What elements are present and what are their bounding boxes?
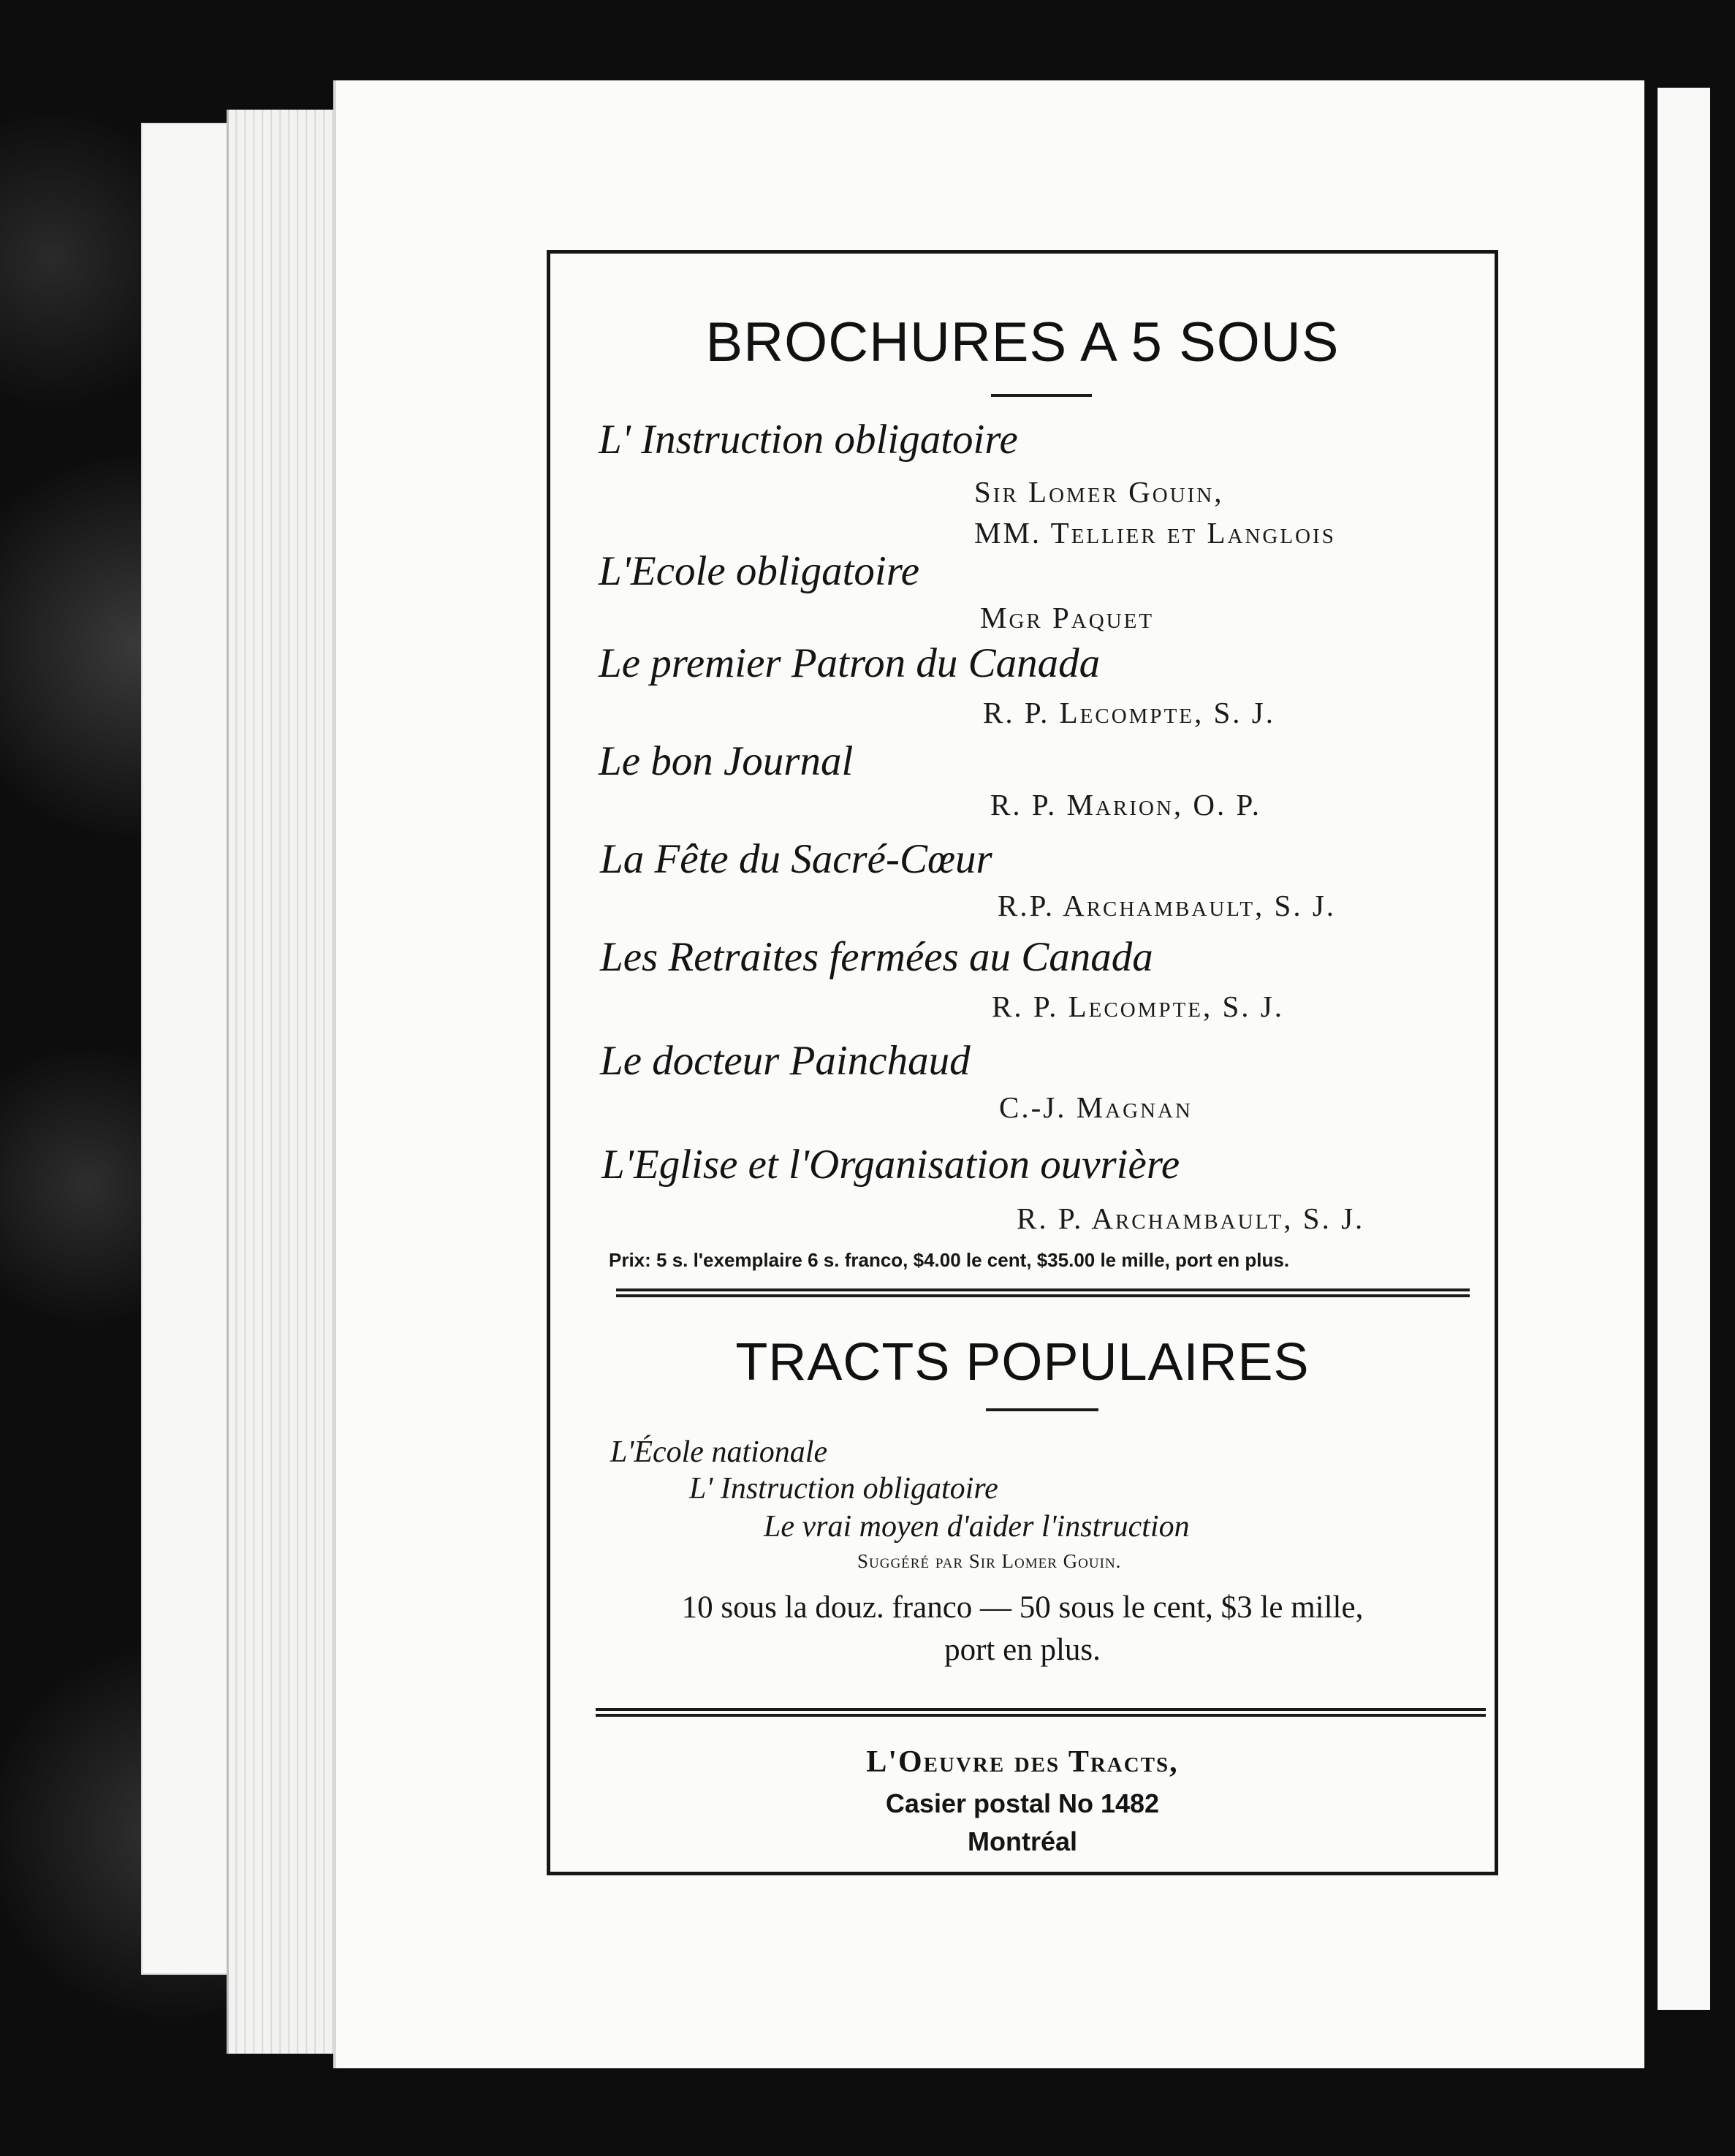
tracts-tariff-line: 10 sous la douz. franco — 50 sous le cent, $3 le mille,	[681, 1590, 1364, 1625]
brochure-author: R. P. Archambault, S. J.	[1017, 1202, 1365, 1235]
brochure-title: Le premier Patron du Canada	[599, 640, 1101, 686]
section-divider	[596, 1708, 1486, 1717]
brochure-author: MM. Tellier et Langlois	[974, 516, 1336, 550]
brochure-title: Le docteur Painchaud	[600, 1038, 971, 1084]
brochures-price: Prix: 5 s. l'exemplaire 6 s. franco, $4.00 le cent, $35.00 le mille, port en plus.	[609, 1249, 1290, 1271]
brochure-author: R. P. Lecompte, S. J.	[992, 990, 1284, 1023]
brochure-title: Les Retraites fermées au Canada	[600, 934, 1153, 980]
tract-title: L'École nationale	[610, 1435, 828, 1469]
brochure-title: Le bon Journal	[599, 738, 854, 784]
brochures-heading: BROCHURES A 5 SOUS	[705, 311, 1340, 373]
brochure-author: Mgr Paquet	[980, 601, 1155, 634]
brochure-author: R. P. Marion, O. P.	[990, 788, 1262, 821]
tract-title: Le vrai moyen d'aider l'instruction	[764, 1510, 1190, 1544]
section-divider	[616, 1288, 1470, 1297]
brochure-author: Sir Lomer Gouin,	[974, 475, 1224, 509]
tracts-heading: TRACTS POPULAIRES	[735, 1333, 1310, 1392]
heading-rule	[986, 1408, 1098, 1411]
tract-title: L' Instruction obligatoire	[689, 1472, 998, 1506]
city: Montréal	[967, 1826, 1077, 1856]
brochure-title: La Fête du Sacré-Cœur	[600, 836, 992, 882]
facing-page-edge	[1658, 88, 1710, 2010]
brochure-author: C.-J. Magnan	[999, 1090, 1193, 1124]
tract-suggested-by: Suggéré par Sir Lomer Gouin.	[857, 1550, 1122, 1572]
brochure-author: R. P. Lecompte, S. J.	[983, 696, 1275, 729]
heading-rule	[991, 394, 1092, 397]
brochure-title: L' Instruction obligatoire	[599, 417, 1018, 463]
brochure-author: R.P. Archambault, S. J.	[998, 889, 1337, 922]
postal-box: Casier postal No 1482	[885, 1788, 1160, 1818]
brochure-title: L'Eglise et l'Organisation ouvrière	[601, 1142, 1180, 1188]
brochure-title: L'Ecole obligatoire	[599, 548, 920, 594]
advertisement-frame	[547, 250, 1498, 1875]
publisher-name: L'Oeuvre des Tracts,	[866, 1745, 1179, 1779]
tracts-tariff-line: port en plus.	[944, 1633, 1101, 1667]
